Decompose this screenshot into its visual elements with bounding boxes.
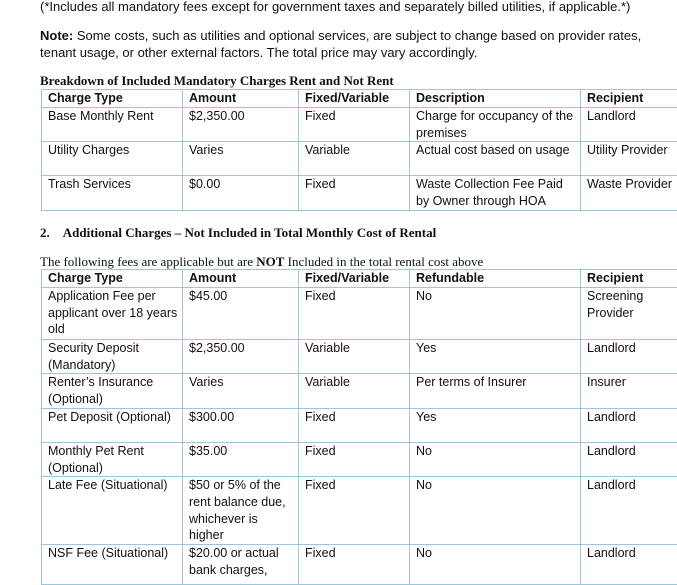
cell-recipient: Landlord — [581, 408, 677, 442]
header-recipient: Recipient — [581, 270, 677, 288]
cell-fixed: Fixed — [299, 545, 410, 585]
cell-description: Waste Collection Fee Paid by Owner through HOA — [410, 176, 581, 210]
cell-amount: $50 or 5% of the rent balance due, whichever is higher — [183, 477, 299, 545]
cell-fixed: Fixed — [299, 477, 410, 545]
included-charges-table — [41, 89, 677, 211]
cell-fixed: Variable — [299, 374, 410, 408]
cell-amount: Varies — [183, 374, 299, 408]
subtitle-text-bold: NOT — [256, 254, 284, 269]
table-row — [42, 545, 677, 585]
table-row — [42, 442, 677, 476]
cell-charge: Pet Deposit (Optional) — [42, 408, 183, 442]
header-refundable: Refundable — [410, 270, 581, 288]
note-paragraph-line2: tenant usage, or other external factors. The total price may vary accordingly. — [40, 44, 477, 61]
cell-refundable: No — [410, 442, 581, 476]
cell-fixed: Variable — [299, 142, 410, 176]
cell-refundable: No — [410, 288, 581, 340]
subtitle-text-after: Included in the total rental cost above — [284, 254, 483, 269]
section2-subtitle — [40, 254, 483, 270]
note-paragraph-line1 — [40, 27, 641, 44]
header-recipient: Recipient — [581, 90, 677, 108]
cell-recipient: Landlord — [581, 477, 677, 545]
cell-charge: Monthly Pet Rent (Optional) — [42, 442, 183, 476]
cell-amount: $0.00 — [183, 176, 299, 210]
cell-charge: Base Monthly Rent — [42, 108, 183, 142]
cell-charge: Renter’s Insurance (Optional) — [42, 374, 183, 408]
header-fixed-variable: Fixed/Variable — [299, 270, 410, 288]
cell-fixed: Fixed — [299, 442, 410, 476]
cell-amount: $2,350.00 — [183, 108, 299, 142]
table-row — [42, 340, 677, 374]
cell-description: Charge for occupancy of the premises — [410, 108, 581, 142]
cell-refundable: Yes — [410, 340, 581, 374]
cell-recipient: Landlord — [581, 340, 677, 374]
cell-amount: $300.00 — [183, 408, 299, 442]
cell-charge: Security Deposit (Mandatory) — [42, 340, 183, 374]
cell-recipient: Screening Provider — [581, 288, 677, 340]
note-label: Note: — [40, 28, 73, 43]
cell-charge: Utility Charges — [42, 142, 183, 176]
table-row — [42, 477, 677, 545]
cell-amount: $35.00 — [183, 442, 299, 476]
cell-amount: Varies — [183, 142, 299, 176]
section1-title: Breakdown of Included Mandatory Charges Rent and Not Rent — [40, 73, 394, 89]
cell-refundable: No — [410, 545, 581, 585]
cell-recipient: Landlord — [581, 442, 677, 476]
cell-fixed: Fixed — [299, 288, 410, 340]
cell-refundable: Per terms of Insurer — [410, 374, 581, 408]
cell-fixed: Fixed — [299, 108, 410, 142]
cell-recipient: Insurer — [581, 374, 677, 408]
cell-recipient: Landlord — [581, 545, 677, 585]
table-row — [42, 176, 677, 210]
cell-recipient: Landlord — [581, 108, 677, 142]
cell-description: Actual cost based on usage — [410, 142, 581, 176]
note-text-1: Some costs, such as utilities and optional services, are subject to change based on provider rates, — [73, 28, 641, 43]
header-amount: Amount — [183, 90, 299, 108]
header-amount: Amount — [183, 270, 299, 288]
table-row — [42, 374, 677, 408]
cell-charge: Application Fee per applicant over 18 years old — [42, 288, 183, 340]
table-row — [42, 142, 677, 176]
cell-fixed: Variable — [299, 340, 410, 374]
header-fixed-variable: Fixed/Variable — [299, 90, 410, 108]
subtitle-text-before: The following fees are applicable but are — [40, 254, 256, 269]
includes-note: (*Includes all mandatory fees except for government taxes and separately billed utilities, if applicable.*) — [40, 0, 630, 15]
cell-fixed: Fixed — [299, 408, 410, 442]
table-row — [42, 108, 677, 142]
cell-charge: Late Fee (Situational) — [42, 477, 183, 545]
cell-refundable: No — [410, 477, 581, 545]
header-charge-type: Charge Type — [42, 90, 183, 108]
cell-fixed: Fixed — [299, 176, 410, 210]
section2-heading — [40, 225, 436, 241]
table-row — [42, 408, 677, 442]
cell-recipient: Utility Provider — [581, 142, 677, 176]
header-charge-type: Charge Type — [42, 270, 183, 288]
cell-recipient: Waste Provider — [581, 176, 677, 210]
header-description: Description — [410, 90, 581, 108]
section2-number: 2. — [40, 225, 50, 240]
section2-title: Additional Charges – Not Included in Total Monthly Cost of Rental — [63, 225, 436, 240]
table-row — [42, 288, 677, 340]
table-header-row — [42, 270, 677, 288]
cell-refundable: Yes — [410, 408, 581, 442]
additional-charges-table — [41, 269, 677, 585]
cell-charge: Trash Services — [42, 176, 183, 210]
cell-charge: NSF Fee (Situational) — [42, 545, 183, 585]
cell-amount: $45.00 — [183, 288, 299, 340]
cell-amount: $2,350.00 — [183, 340, 299, 374]
table-header-row — [42, 90, 677, 108]
cell-amount: $20.00 or actual bank charges, — [183, 545, 299, 585]
